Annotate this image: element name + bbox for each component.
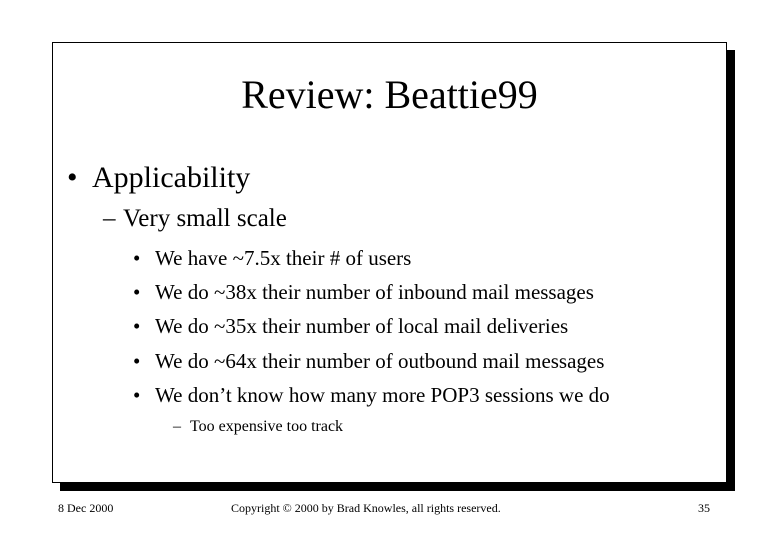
- slide-title: Review: Beattie99: [241, 72, 538, 117]
- bullet-marker: •: [133, 349, 141, 373]
- bullet-text: We have ~7.5x their # of users: [155, 246, 412, 270]
- bullet-marker: •: [67, 161, 78, 194]
- bullet-marker: •: [133, 383, 141, 407]
- bullet-text: Very small scale: [123, 205, 287, 232]
- footer-copyright: Copyright © 2000 by Brad Knowles, all rights reserved.: [231, 501, 501, 515]
- dash-marker: –: [173, 418, 181, 435]
- footer-page-number: 35: [698, 501, 710, 515]
- footer-date: 8 Dec 2000: [58, 501, 114, 515]
- bullet-text: Applicability: [92, 161, 251, 194]
- bullet-text: We don’t know how many more POP3 sessions we do: [155, 383, 610, 407]
- dash-marker: –: [103, 205, 116, 232]
- bullet-text: We do ~38x their number of inbound mail messages: [155, 280, 594, 304]
- bullet-text: We do ~35x their number of local mail deliveries: [155, 314, 569, 338]
- bullet-marker: •: [133, 314, 141, 338]
- bullet-text: We do ~64x their number of outbound mail messages: [155, 349, 605, 373]
- bullet-text: Too expensive too track: [190, 418, 344, 435]
- slide-frame: [52, 42, 727, 483]
- bullet-marker: •: [133, 280, 141, 304]
- bullet-marker: •: [133, 246, 141, 270]
